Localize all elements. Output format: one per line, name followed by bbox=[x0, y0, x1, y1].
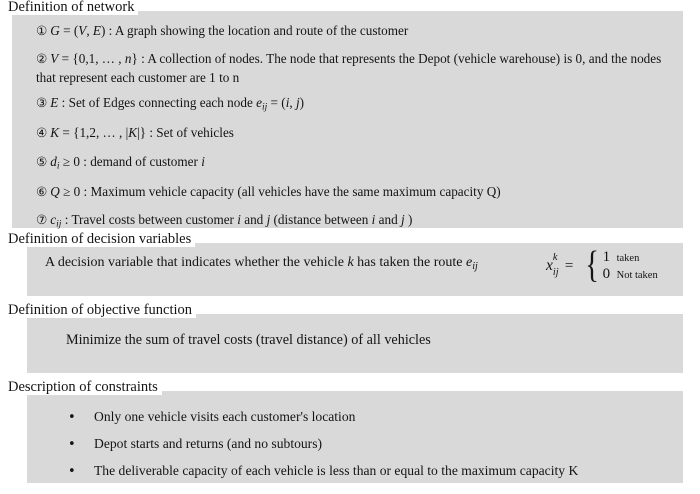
formula-variable-x: x ij k bbox=[546, 252, 559, 279]
bullet-icon: • bbox=[68, 464, 76, 479]
section-title-constraints: Description of constraints bbox=[8, 380, 162, 395]
network-item-text-2: V = {0,1, … , n} : A collection of nodes. The node that represents the Depot (vehicle warehouse) is 0, and the nodes that represent each customer are 1 to n bbox=[36, 51, 662, 85]
circled-number-7-icon: ⑦ bbox=[36, 212, 48, 228]
bullet-icon: • bbox=[68, 437, 76, 452]
network-item-text-6: Q ≥ 0 : Maximum vehicle capacity (all vehicles have the same maximum capacity Q) bbox=[50, 184, 501, 200]
network-item-text-7: $c_{ij}$ : Travel costs between customer i and j (distance between i and j ) bbox=[50, 212, 413, 231]
section-title-decision-variables: Definition of decision variables bbox=[8, 232, 195, 247]
constraints-list bbox=[68, 410, 578, 491]
list-item bbox=[36, 50, 676, 87]
bullet-icon: • bbox=[68, 410, 76, 425]
formula-cases bbox=[603, 249, 658, 283]
list-item bbox=[36, 153, 676, 174]
circled-number-5-icon: ⑤ bbox=[36, 153, 48, 169]
case-value-1: 1 bbox=[602, 249, 611, 265]
list-item bbox=[36, 183, 676, 202]
list-item bbox=[36, 124, 676, 143]
left-curly-brace-icon: { bbox=[585, 244, 600, 287]
list-item bbox=[68, 410, 578, 424]
list-item bbox=[36, 94, 676, 115]
objective-function-statement: Minimize the sum of travel costs (travel distance) of all vehicles bbox=[66, 332, 431, 348]
case-row bbox=[603, 266, 658, 283]
circled-number-6-icon: ⑥ bbox=[36, 184, 48, 200]
circled-number-3-icon: ③ bbox=[36, 94, 48, 110]
network-definition-list bbox=[36, 22, 676, 242]
section-constraints bbox=[0, 380, 700, 494]
section-network bbox=[0, 0, 700, 230]
constraint-text-2: Depot starts and returns (and no subtours) bbox=[94, 436, 323, 451]
list-item bbox=[68, 464, 578, 478]
circled-number-2-icon: ② bbox=[36, 51, 48, 67]
formula-subscript: ij bbox=[552, 267, 559, 279]
circled-number-1-icon: ① bbox=[36, 23, 48, 38]
section-objective-function bbox=[0, 303, 700, 373]
network-item-text-1: G = (V, E) : A graph showing the location and route of the customer bbox=[50, 23, 409, 38]
constraint-text-1: Only one vehicle visits each customer's location bbox=[94, 409, 356, 424]
section-title-network: Definition of network bbox=[8, 0, 138, 15]
list-item bbox=[36, 211, 676, 232]
case-label-1: taken bbox=[616, 253, 640, 264]
formula-equals-sign: = bbox=[564, 257, 574, 274]
case-row bbox=[603, 249, 658, 266]
circled-number-4-icon: ④ bbox=[36, 125, 48, 141]
network-item-text-4: K = {1,2, … , |K|} : Set of vehicles bbox=[50, 125, 234, 141]
list-item bbox=[68, 437, 578, 451]
network-item-text-3: E : Set of Edges connecting each node $e_{ij} = (i$, j) bbox=[50, 94, 305, 113]
case-label-0: Not taken bbox=[616, 270, 658, 281]
network-item-text-5: $d_i \ge 0$ : demand of customer i bbox=[50, 153, 205, 172]
decision-variable-formula bbox=[546, 244, 658, 287]
formula-superscript: k bbox=[552, 252, 558, 264]
constraint-text-3: The deliverable capacity of each vehicle is less than or equal to the maximum capacity K bbox=[94, 463, 579, 478]
list-item bbox=[36, 22, 676, 41]
section-title-objective-function: Definition of objective function bbox=[8, 303, 196, 318]
decision-variable-description: A decision variable that indicates whether the vehicle k has taken the route $e_{ij}$ bbox=[45, 255, 478, 272]
case-value-0: 0 bbox=[602, 266, 611, 282]
